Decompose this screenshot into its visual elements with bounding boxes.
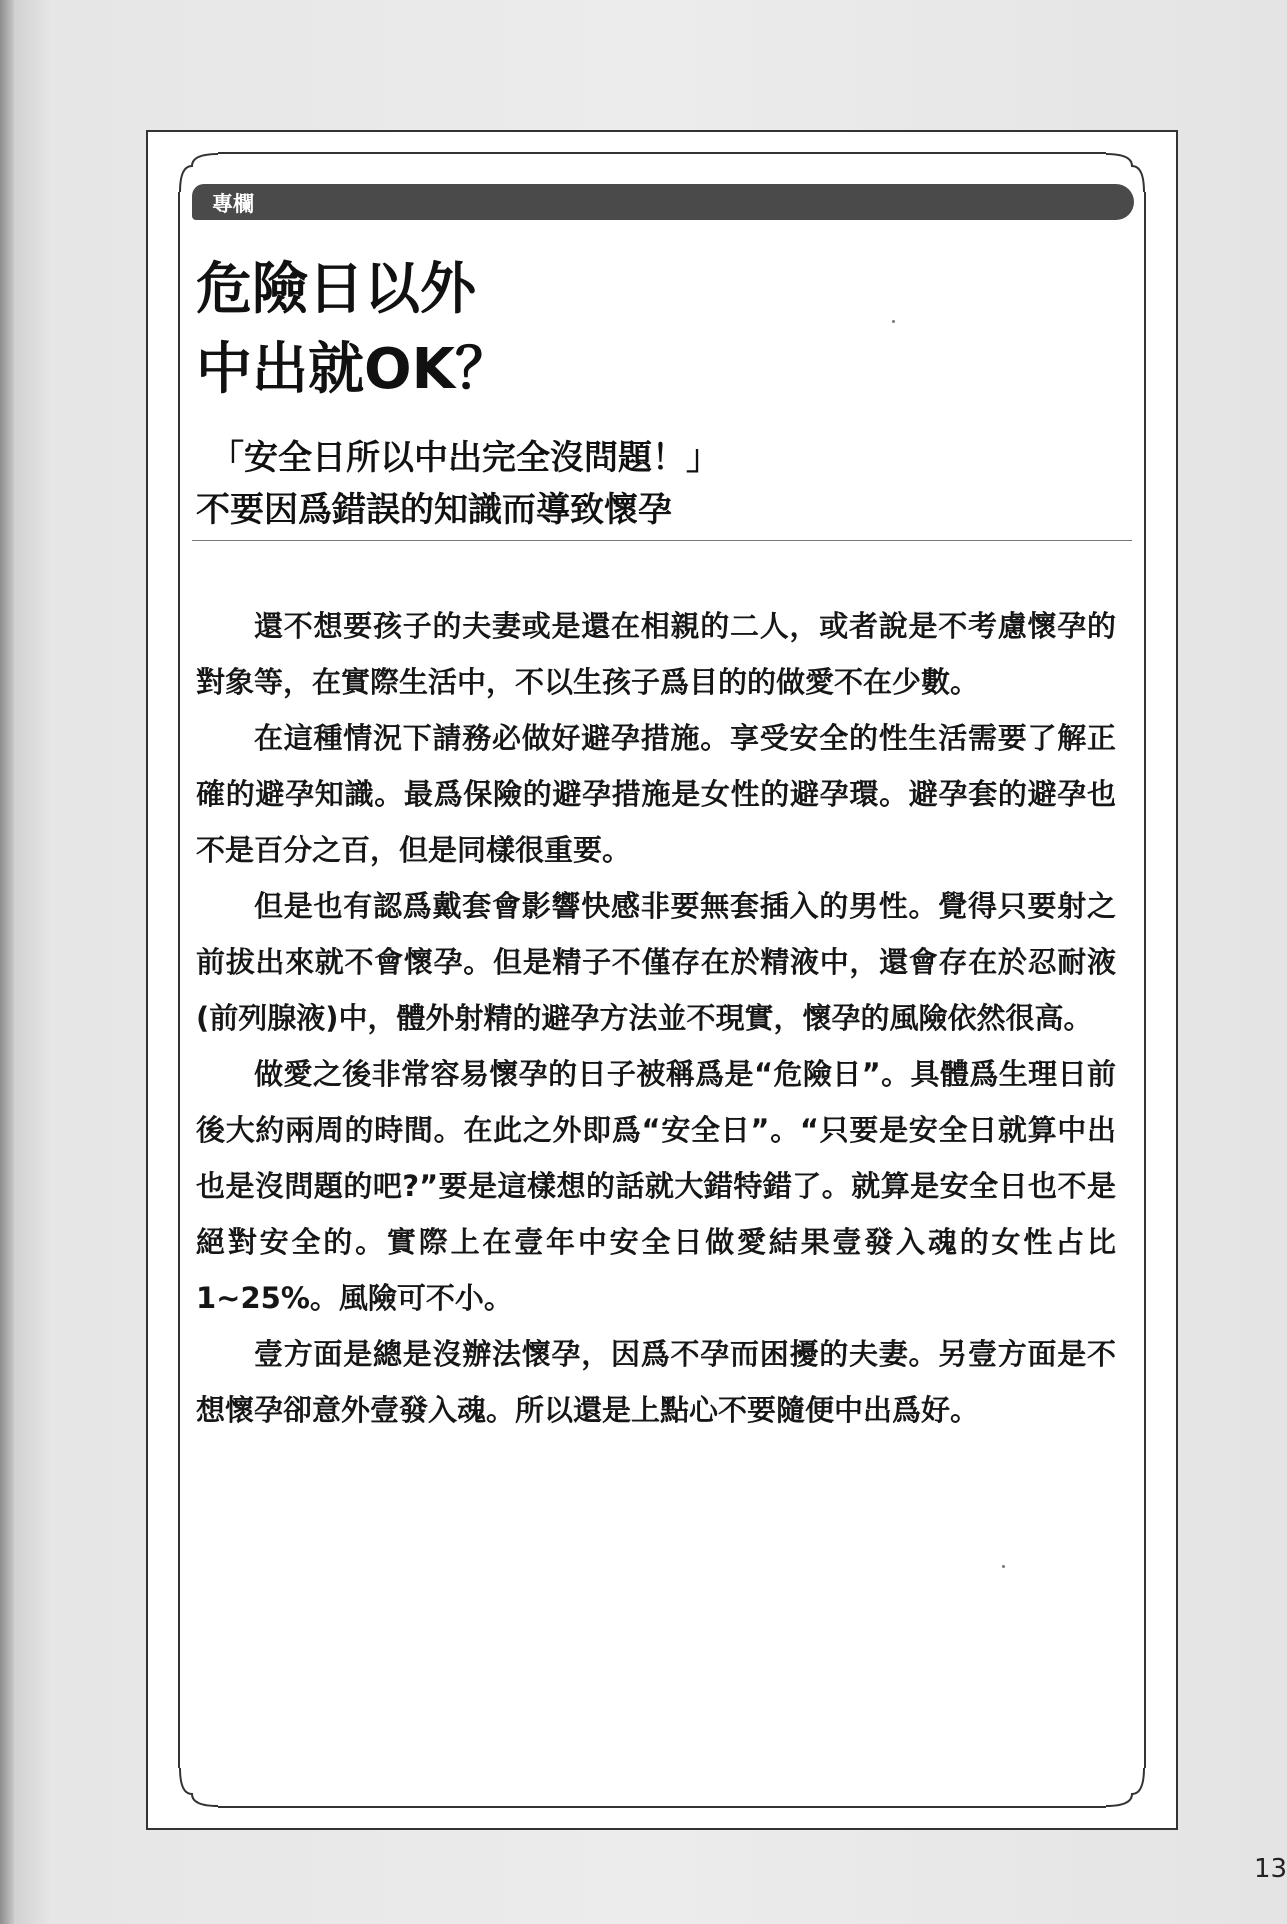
subtitle-line: 「安全日所以中出完全沒問題！」 [210,438,720,478]
body-paragraph: 還不想要孩子的夫妻或是還在相親的二人，或者說是不考慮懷孕的對象等，在實際生活中，不以生孩子爲目的的做愛不在少數。 [196,609,1116,699]
frame-corner-ornament [178,1768,218,1808]
frame-line-left [178,192,180,1768]
body-paragraph: 但是也有認爲戴套會影響快感非要無套插入的男性。覺得只要射之前拔出來就不會懷孕。但是精子不僅存在於精液中，還會存在於忍耐液(前列腺液)中，體外射精的避孕方法並不現實，懷孕的風險依然很高。 [196,889,1116,1035]
title-divider [192,540,1132,541]
title-line: 中出就OK？ [196,337,511,402]
subtitle-line: 不要因爲錯誤的知識而導致懷孕 [196,490,672,530]
frame-line-right [1144,192,1146,1768]
page-number: 13 [1254,1854,1287,1884]
body-paragraph: 在這種情況下請務必做好避孕措施。享受安全的性生活需要了解正確的避孕知識。最爲保險的避孕措施是女性的避孕環。避孕套的避孕也不是百分之百，但是同樣很重要。 [196,721,1116,867]
column-frame [146,130,1178,1830]
frame-line-bottom [218,1806,1106,1808]
frame-corner-ornament [1106,1768,1146,1808]
title-line: 危險日以外 [196,257,476,322]
body-paragraph: 做愛之後非常容易懷孕的日子被稱爲是“危險日”。具體爲生理日前後大約兩周的時間。在此之外即爲“安全日”。“只要是安全日就算中出也是沒問題的吧?”要是這樣想的話就大錯特錯了。就算是安全日也不是絕對安全的。實際上在壹年中安全日做愛結果壹發入魂的女性占比1~25%。風險可不小。 [196,1057,1116,1315]
scan-speck [892,320,895,323]
column-label: 專欄 [212,192,254,216]
article-subtitle [196,432,720,536]
scan-edge [0,0,14,1924]
article-title [196,250,511,410]
body-paragraph: 壹方面是總是沒辦法懷孕，因爲不孕而困擾的夫妻。另壹方面是不想懷孕卻意外壹發入魂。所以還是上點心不要隨便中出爲好。 [196,1337,1116,1427]
article-body [196,598,1116,1438]
column-header-bar [192,184,1134,220]
frame-line-top [218,152,1106,154]
scan-speck [1002,1565,1005,1568]
